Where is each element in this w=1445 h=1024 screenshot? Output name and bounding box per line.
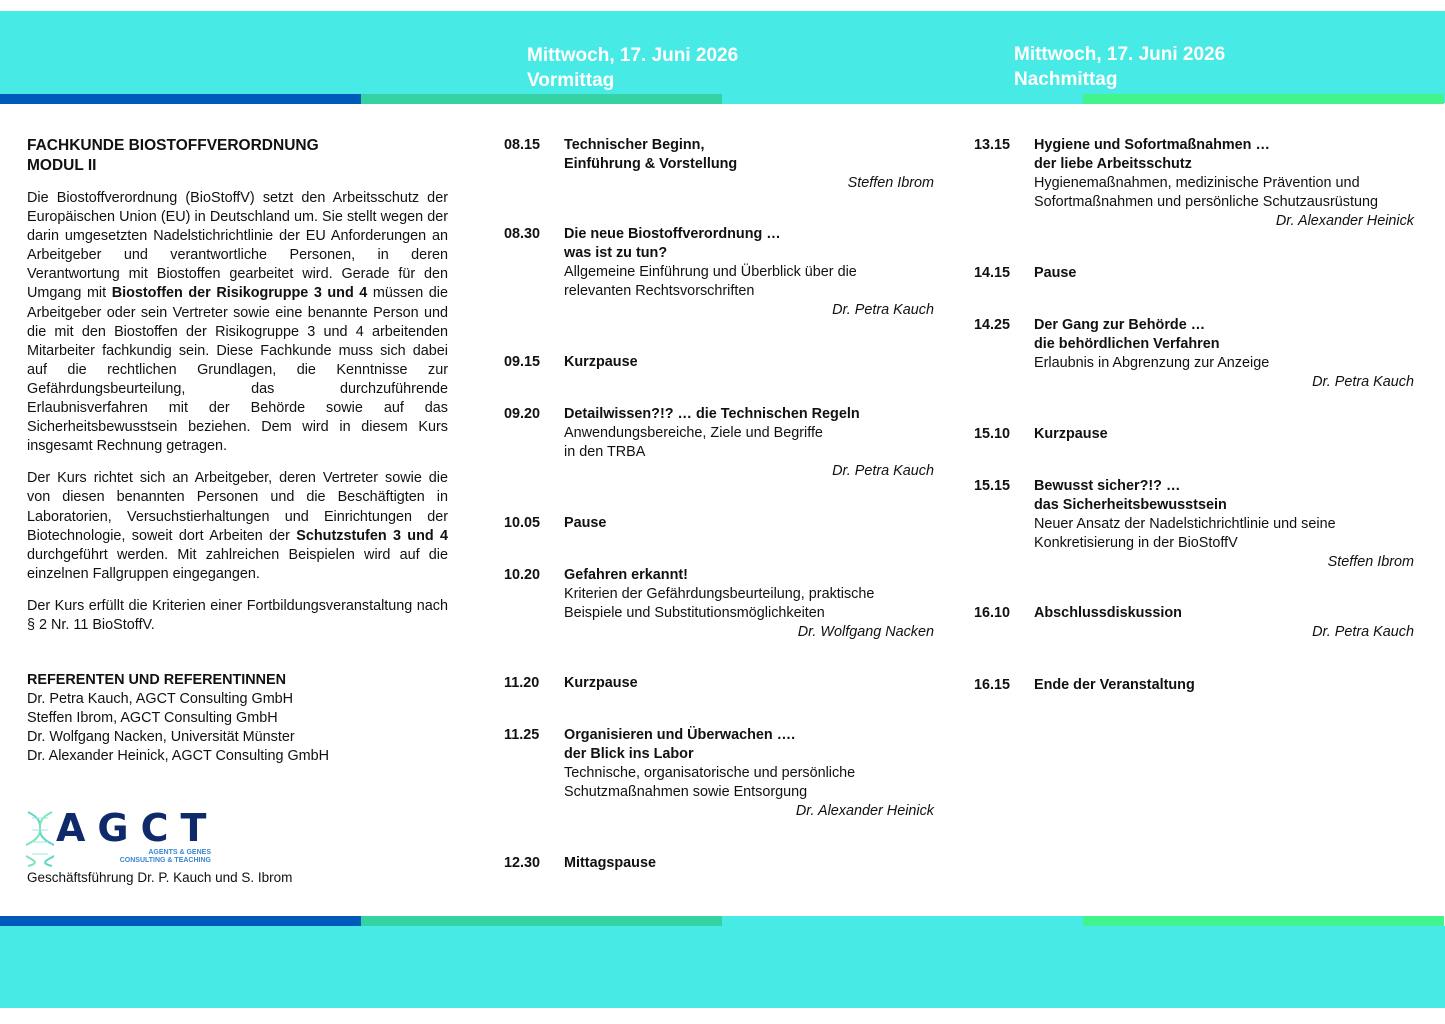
afternoon-label: Nachmittag — [1014, 69, 1118, 90]
slot-speaker: Dr. Petra Kauch — [832, 302, 934, 319]
slot-title: Ende der Veranstaltung — [1034, 677, 1195, 693]
slot-time: 12.30 — [504, 855, 541, 871]
speakers-heading: REFERENTEN UND REFERENTINNEN — [27, 672, 287, 689]
slot-title: Organisieren und Überwachen …. der Blick ins Labor — [564, 727, 796, 763]
intro-text-a: Die Biostoffverordnung (BioStoffV) setzt den Arbeitsschutz der Europäischen Union (EU) in Deutschland um. Sie stellt wegen der darin umgesetzten Nadelstichrichtlinie der EU Anforderungen an Arbeitgeber und verantwortliche Personen, in deren Verantwortung mit Biostoffen gearbeitet wird. Gerade für den Umgang mit — [27, 190, 448, 302]
slot-title: Der Gang zur Behörde … die behördlichen Verfahren — [1034, 317, 1220, 353]
slot-title: Pause — [564, 515, 607, 531]
slot-body — [1034, 136, 1414, 231]
document-title — [27, 136, 448, 175]
audience-paragraph — [27, 469, 448, 584]
slot-time: 10.20 — [504, 567, 541, 583]
slot-description: Neuer Ansatz der Nadelstichrichtlinie und seine Konkretisierung in der BioStoffV — [1034, 516, 1336, 552]
slot-body — [1034, 604, 1414, 642]
slot-description: Hygienemaßnahmen, medizinische Prävention und Sofortmaßnahmen und persönliche Schutzausrüstung — [1034, 175, 1378, 211]
slot-body — [564, 674, 934, 693]
slot-title: Detailwissen?!? … die Technischen Regeln — [564, 406, 860, 422]
slot-body — [564, 136, 934, 193]
slot-title: Gefahren erkannt! — [564, 567, 688, 583]
slot-time: 15.15 — [974, 478, 1011, 494]
slot-time: 14.25 — [974, 317, 1011, 333]
slot-title: Pause — [1034, 265, 1077, 281]
slot-title: Die neue Biostoffverordnung … was ist zu tun? — [564, 226, 781, 262]
slot-body — [1034, 676, 1414, 695]
slot-body — [564, 353, 934, 372]
slot-title: Technischer Beginn, Einführung & Vorstellung — [564, 137, 738, 173]
logo-tagline-1: AGENTS & GENES — [148, 849, 211, 856]
slot-body — [564, 566, 934, 642]
stripe-green — [1083, 94, 1444, 104]
speaker-item: Steffen Ibrom, AGCT Consulting GmbH — [27, 710, 278, 727]
header-afternoon — [1014, 42, 1225, 92]
afternoon-date: Mittwoch, 17. Juni 2026 — [1014, 44, 1226, 65]
slot-title: Hygiene und Sofortmaßnahmen … der liebe Arbeitsschutz — [1034, 137, 1270, 173]
slot-speaker: Steffen Ibrom — [1327, 554, 1414, 571]
slot-body — [1034, 425, 1414, 444]
slot-time: 09.15 — [504, 354, 541, 370]
stripe-blue — [0, 916, 361, 926]
stripe-cyan — [722, 94, 1083, 104]
slot-time: 11.25 — [504, 727, 540, 743]
intro-text-bold: Biostoffen der Risikogruppe 3 und 4 — [111, 285, 368, 302]
slot-title: Kurzpause — [564, 675, 638, 691]
slot-speaker: Dr. Alexander Heinick — [1275, 213, 1414, 230]
slot-time: 15.10 — [974, 426, 1011, 442]
intro-text-b: müssen die Arbeitgeber oder sein Vertreter sowie eine benannte Person und die mit den Biostoffen der Risikogruppe 3 und 4 arbeitenden Mitarbeiter fachkundig sein. Diese Fachkunde muss sich dabei auf die rechtlichen Grundlagen, die Kenntnisse zur Gefährdungsbeurteilung, das durchzuführende Erlaubnisverfahren mit der Behörde sowie auf das Sicherheitsbewusstsein beziehen. Dem wird in diesem Kurs insgesamt Rechnung getragen. — [27, 285, 449, 455]
slot-description: Anwendungsbereiche, Ziele und Begriffe in den TRBA — [564, 425, 823, 461]
slot-description: Erlaubnis in Abgrenzung zur Anzeige — [1034, 355, 1270, 372]
slot-body — [1034, 477, 1414, 572]
slot-description: Allgemeine Einführung und Überblick über die relevanten Rechtsvorschriften — [564, 264, 857, 300]
slot-time: 11.20 — [504, 675, 540, 691]
audience-text-bold: Schutzstufen 3 und 4 — [296, 527, 449, 544]
slot-body — [564, 225, 934, 320]
management-line: Geschäftsführung Dr. P. Kauch und S. Ibrom — [27, 870, 293, 885]
header-morning — [527, 43, 738, 93]
slot-body — [564, 405, 934, 481]
slot-speaker: Steffen Ibrom — [847, 175, 934, 192]
stripe-green — [1083, 916, 1444, 926]
slot-title: Mittagspause — [564, 855, 656, 871]
audience-text-a: Der Kurs richtet sich an Arbeitgeber, deren Vertreter sowie die von diesen benannten Personen und die Beschäftigten in Laboratorien, Versuchstierhaltungen und Einrichtungen der Biotechnologie, soweit dort Arbeiten der — [27, 470, 448, 544]
speaker-item: Dr. Petra Kauch, AGCT Consulting GmbH — [27, 691, 294, 708]
dna-helix-icon — [26, 810, 54, 868]
audience-text-b: durchgeführt werden. Mit zahlreichen Beispielen wird auf die einzelnen Fallgruppen eingegangen. — [27, 546, 448, 582]
logo-letters: AGCT — [56, 806, 219, 850]
footer-band — [0, 926, 1445, 1008]
stripe-cyan — [722, 916, 1083, 926]
slot-title: Kurzpause — [1034, 426, 1108, 442]
slot-description: Kriterien der Gefährdungsbeurteilung, praktische Beispiele und Substitutionsmöglichkeiten — [564, 586, 875, 622]
stripe-teal — [361, 94, 722, 104]
morning-date: Mittwoch, 17. Juni 2026 — [527, 45, 739, 66]
slot-body — [1034, 264, 1414, 283]
agct-logo — [26, 806, 226, 870]
slot-speaker: Dr. Wolfgang Nacken — [797, 624, 934, 641]
intro-paragraph — [27, 189, 448, 456]
slot-time: 09.20 — [504, 406, 541, 422]
slot-speaker: Dr. Petra Kauch — [1312, 374, 1414, 391]
morning-label: Vormittag — [527, 70, 615, 91]
speakers-list — [27, 690, 448, 766]
logo-tagline-2: CONSULTING & TEACHING — [119, 857, 211, 864]
title-line-2: MODUL II — [27, 156, 97, 174]
slot-body — [564, 726, 934, 821]
slot-speaker: Dr. Petra Kauch — [832, 463, 934, 480]
slot-title: Bewusst sicher?!? … das Sicherheitsbewusstsein — [1034, 478, 1227, 514]
slot-time: 10.05 — [504, 515, 541, 531]
criteria-paragraph: Der Kurs erfüllt die Kriterien einer Fortbildungsveranstaltung nach § 2 Nr. 11 BioStoffV. — [27, 597, 448, 633]
slot-time: 08.15 — [504, 137, 541, 153]
stripe-teal — [361, 916, 722, 926]
title-line-1: FACHKUNDE BIOSTOFFVERORDNUNG — [27, 137, 319, 154]
slot-description: Technische, organisatorische und persönliche Schutzmaßnahmen sowie Entsorgung — [564, 765, 856, 801]
speaker-item: Dr. Wolfgang Nacken, Universität Münster — [27, 729, 295, 746]
slot-body — [564, 854, 934, 873]
slot-time: 13.15 — [974, 137, 1011, 153]
speaker-item: Dr. Alexander Heinick, AGCT Consulting GmbH — [27, 748, 330, 765]
slot-title: Kurzpause — [564, 354, 638, 370]
slot-time: 08.30 — [504, 226, 541, 242]
stripe-blue — [0, 94, 361, 104]
slot-time: 14.15 — [974, 265, 1011, 281]
slot-title: Abschlussdiskussion — [1034, 605, 1182, 621]
slot-body — [1034, 316, 1414, 392]
slot-time: 16.10 — [974, 605, 1011, 621]
slot-body — [564, 514, 934, 533]
slot-time: 16.15 — [974, 677, 1011, 693]
slot-speaker: Dr. Alexander Heinick — [795, 803, 934, 820]
course-description — [27, 136, 448, 767]
slot-speaker: Dr. Petra Kauch — [1312, 624, 1414, 641]
